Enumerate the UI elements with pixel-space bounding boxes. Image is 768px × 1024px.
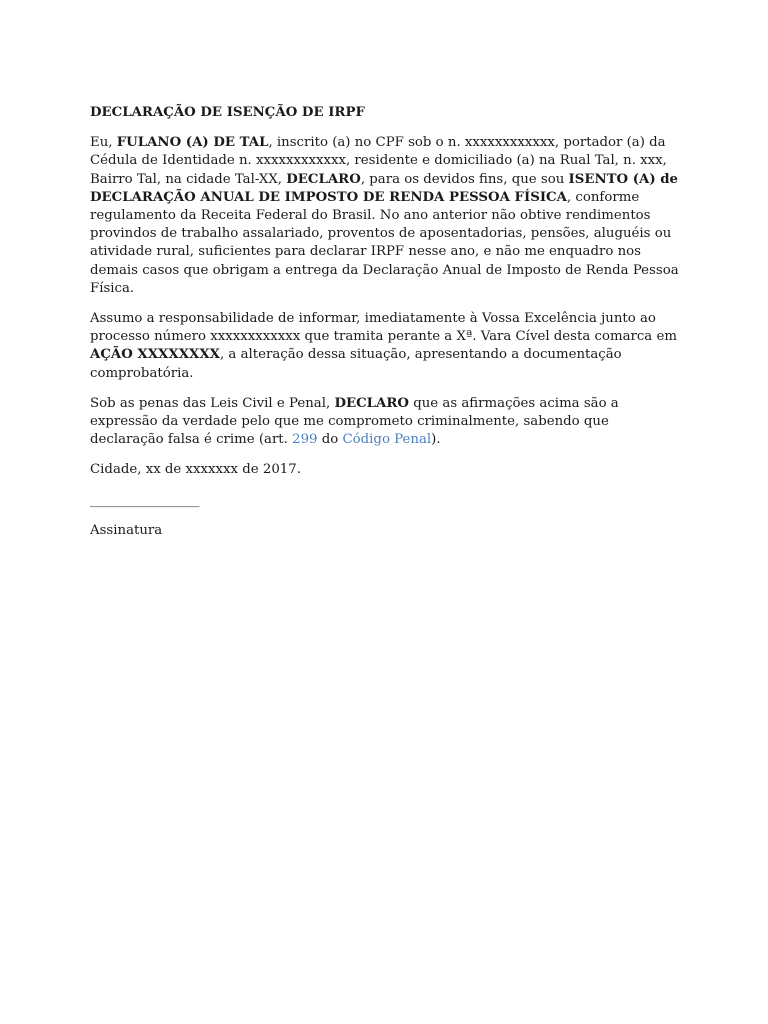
text-span: , para os devidos fins, que sou: [360, 171, 569, 187]
codigo-penal-link[interactable]: Código Penal: [342, 432, 432, 448]
text-span: Assumo a responsabilidade de informar, imediatamente à Vossa Excelência junto ao processo número xxxxxxxxxxxx que tramita perante a Xª. Vara Cível desta comarca em: [90, 311, 677, 345]
article-299-link[interactable]: 299: [292, 432, 318, 448]
text-span: Eu,: [90, 135, 117, 151]
declaration-paragraph: [90, 134, 680, 298]
declaro-bold: DECLARO: [286, 171, 361, 187]
signature-line: __________________: [90, 492, 199, 508]
text-span: , a alteração dessa situação, apresentando a documentação comprobatória.: [90, 347, 622, 381]
lawsuit-name: AÇÃO XXXXXXXX: [90, 347, 220, 363]
text-span: , inscrito (a) no CPF sob o n. xxxxxxxxxxxx, portador (a) da Cédula de Identidade n. xxxxxxxxxxxx, residente e domiciliado (a) na Rual Tal, n. xxx, Bairro Tal, na cidade Tal-XX,: [90, 135, 667, 187]
text-span: Sob as penas das Leis Civil e Penal,: [90, 395, 335, 411]
text-span: , conforme regulamento da Receita Federal do Brasil. No ano anterior não obtive rendimentos provindos de trabalho assalariado, proventos de aposentadorias, pensões, aluguéis ou atividade rural, suficientes para declarar IRPF nesse ano, e não me enquadro nos demais casos que obrigam a entrega da Declaração Anual de Imposto de Renda Pessoa Física.: [90, 189, 679, 296]
responsibility-paragraph: [90, 310, 680, 383]
document-body: [90, 104, 680, 552]
signature-label: Assinatura: [90, 522, 163, 538]
date-line: Cidade, xx de xxxxxxx de 2017.: [90, 462, 301, 478]
text-span: que as afirmações acima são a expressão da verdade pelo que me comprometo criminalmente, sabendo que declaração falsa é crime (art.: [90, 395, 619, 448]
declaro-bold: DECLARO: [334, 395, 409, 411]
document-title: DECLARAÇÃO DE ISENÇÃO DE IRPF: [90, 105, 365, 120]
penalty-paragraph: [90, 395, 680, 450]
declarant-name: FULANO (A) DE TAL: [116, 135, 269, 151]
text-span: do: [317, 432, 343, 448]
text-span: ).: [431, 432, 441, 448]
exemption-statement: ISENTO (A) de DECLARAÇÃO ANUAL DE IMPOSTO DE RENDA PESSOA FÍSICA: [90, 171, 679, 205]
